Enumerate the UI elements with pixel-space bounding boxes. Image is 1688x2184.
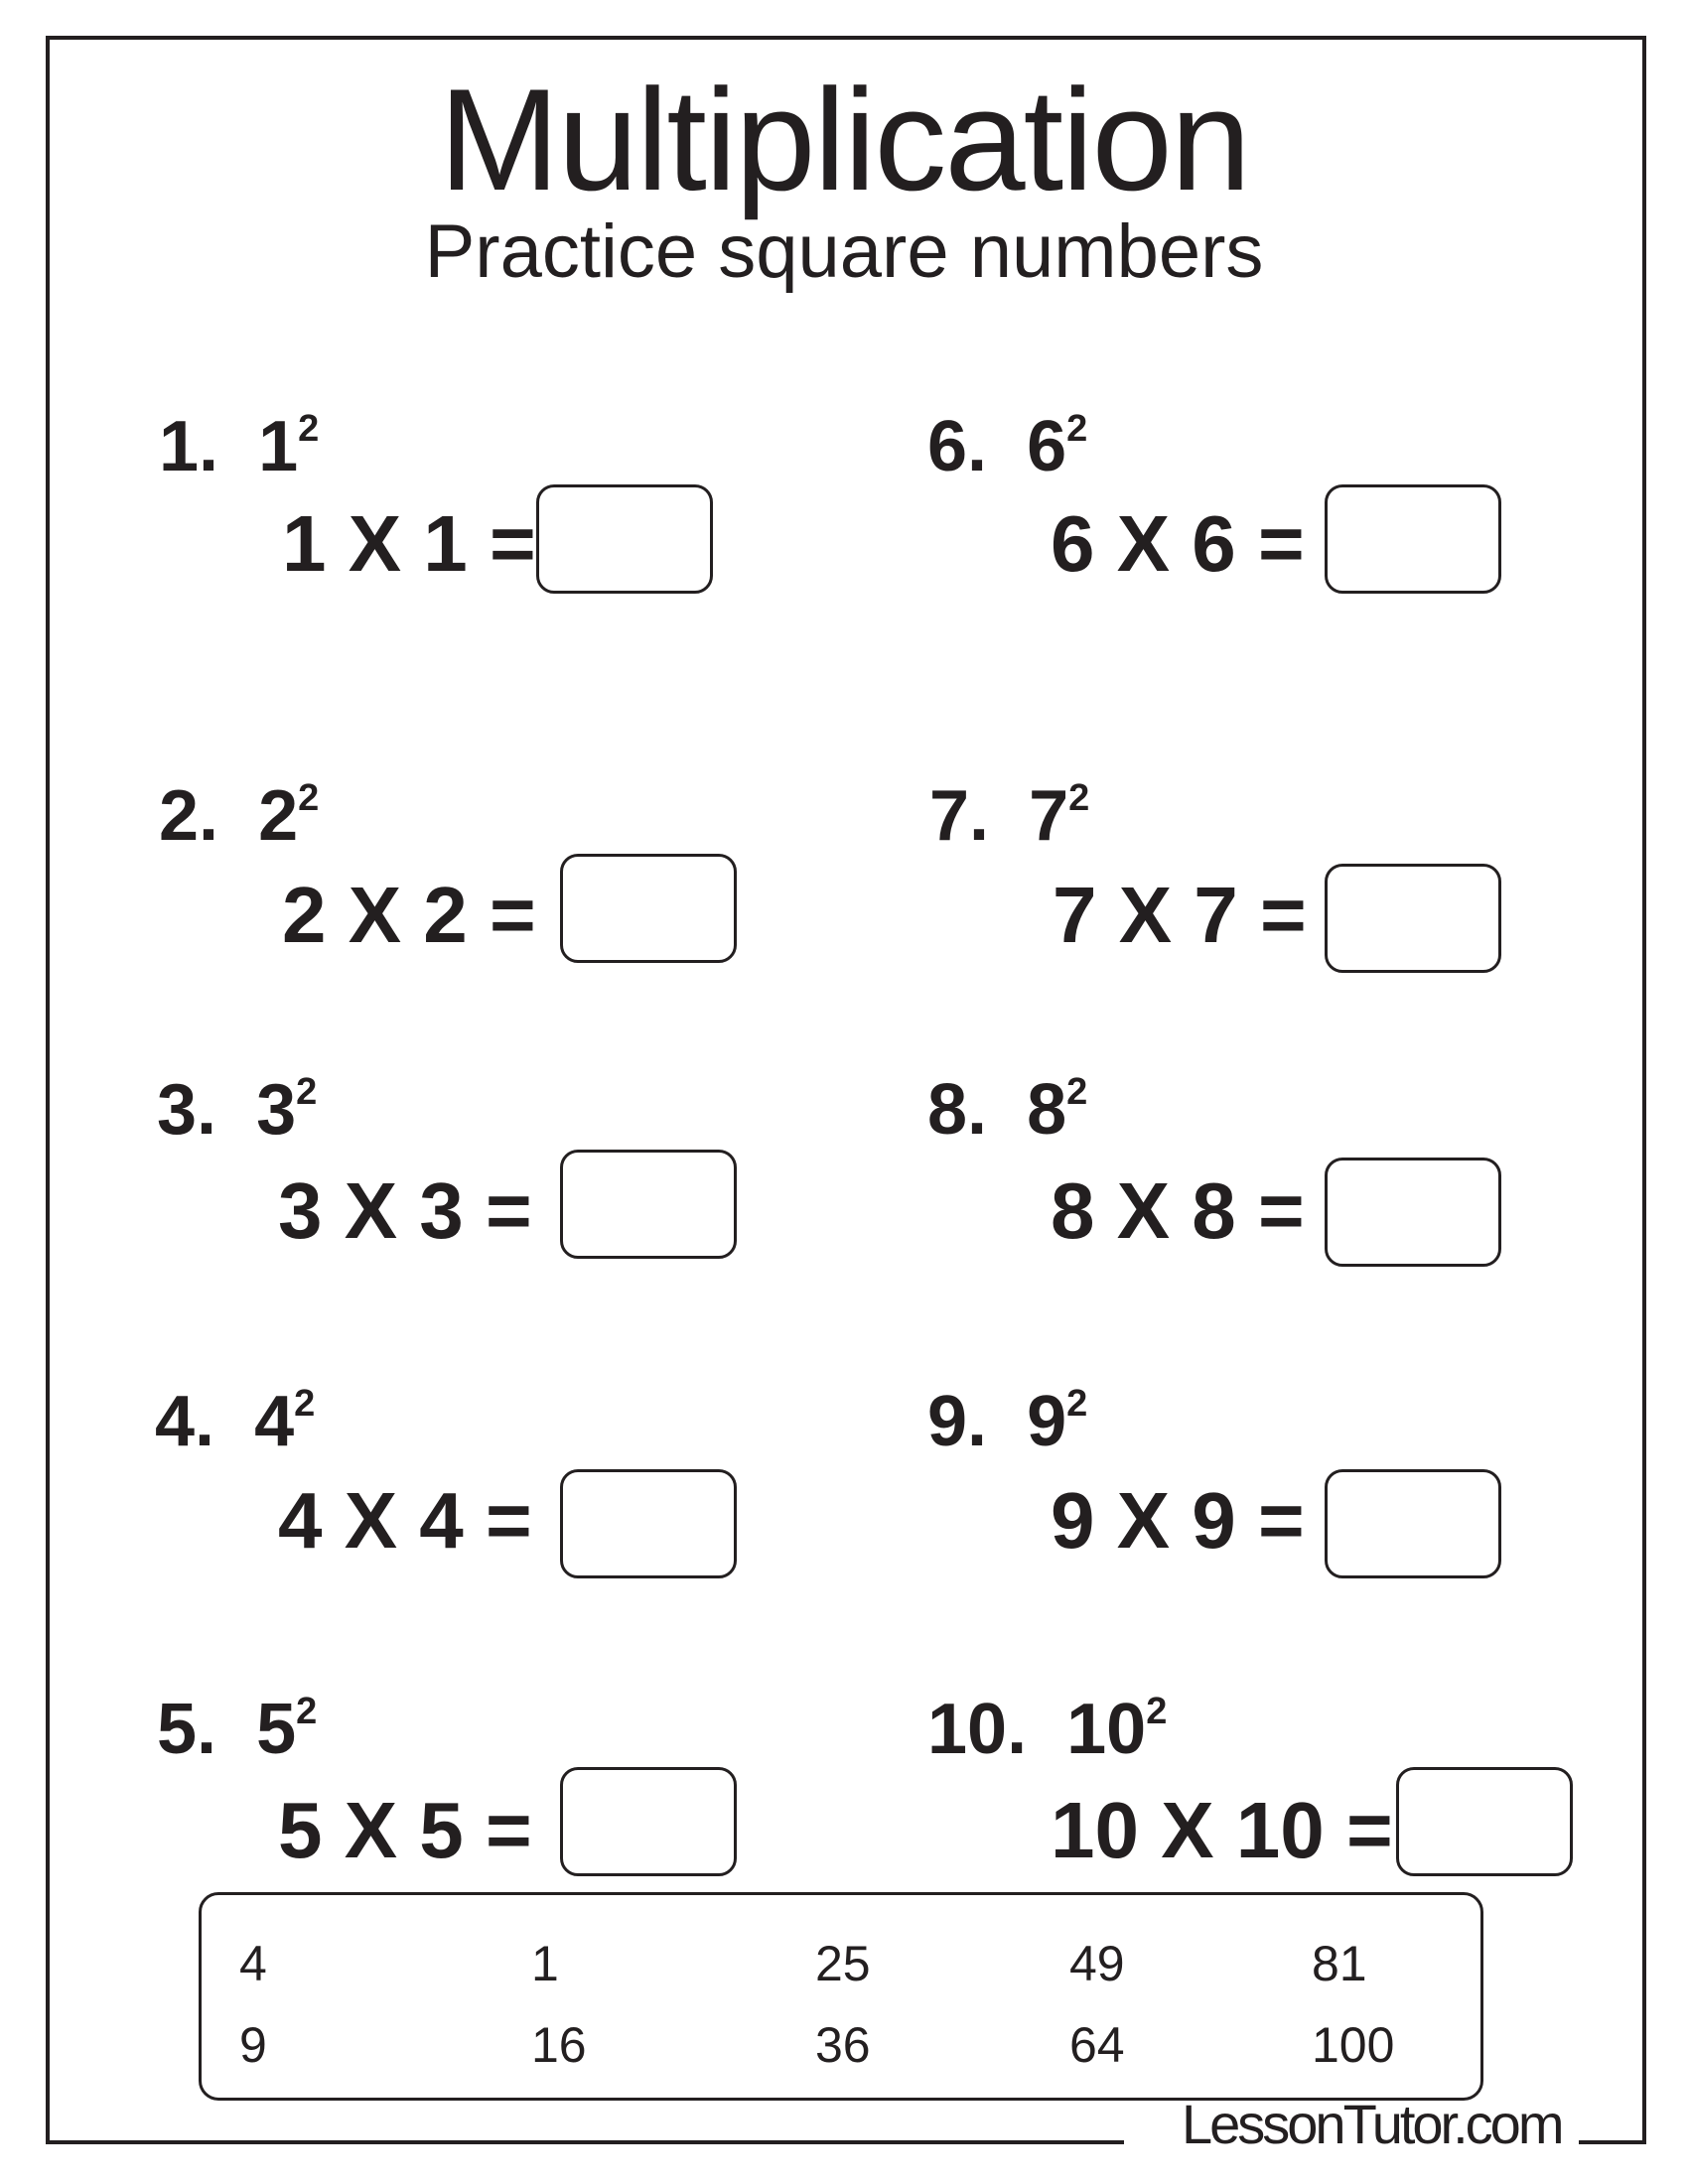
bank-number: 16 — [531, 2017, 587, 2073]
answer-box[interactable] — [1396, 1767, 1573, 1876]
bank-number: 36 — [815, 2017, 871, 2073]
problem-equation: 9 X 9 = — [1051, 1476, 1305, 1565]
answer-box[interactable] — [560, 1150, 737, 1259]
answer-box[interactable] — [536, 484, 713, 594]
answer-word-bank — [199, 1892, 1483, 2101]
problem-label: 4. $4^2$ — [155, 1382, 316, 1461]
problem-label: 1. $1^2$ — [159, 407, 320, 486]
problem-equation: 7 X 7 = — [1053, 871, 1307, 959]
problem-equation: 6 X 6 = — [1051, 499, 1305, 588]
answer-box[interactable] — [560, 1767, 737, 1876]
problem-label: 8. $8^2$ — [927, 1070, 1088, 1150]
problem-label: 5. $5^2$ — [157, 1690, 318, 1769]
problem-label: 10. $10^2$ — [927, 1690, 1168, 1769]
frame-bottom-border-right — [1579, 2140, 1646, 2144]
page-subtitle: Practice square numbers — [424, 209, 1264, 294]
problem-label: 3. $3^2$ — [157, 1070, 318, 1150]
answer-box[interactable] — [1325, 1469, 1501, 1578]
bank-number: 49 — [1069, 1936, 1125, 1991]
bank-number: 81 — [1312, 1936, 1367, 1991]
problem-equation: 2 X 2 = — [282, 871, 536, 959]
bank-number: 9 — [239, 2017, 267, 2073]
problem-equation: 4 X 4 = — [278, 1476, 532, 1565]
problem-label: 2. $2^2$ — [159, 776, 320, 856]
problem-label: 6. $6^2$ — [927, 407, 1088, 486]
answer-box[interactable] — [1325, 1158, 1501, 1267]
bank-number: 1 — [531, 1936, 559, 1991]
bank-number: 100 — [1312, 2017, 1395, 2073]
bank-number: 25 — [815, 1936, 871, 1991]
problem-label: 9. $9^2$ — [927, 1382, 1088, 1461]
answer-box[interactable] — [560, 854, 737, 963]
page-title: Multiplication — [439, 59, 1249, 220]
answer-box[interactable] — [560, 1469, 737, 1578]
problem-equation: 3 X 3 = — [278, 1166, 532, 1255]
frame-left-border — [46, 36, 50, 2144]
problem-equation: 5 X 5 = — [278, 1786, 532, 1874]
answer-box[interactable] — [1325, 484, 1501, 594]
frame-top-border — [46, 36, 1646, 40]
footer-site-credit: LessonTutor.com — [1182, 2093, 1562, 2155]
answer-box[interactable] — [1325, 864, 1501, 973]
bank-number: 64 — [1069, 2017, 1125, 2073]
problem-equation: 10 X 10 = — [1051, 1786, 1393, 1874]
frame-right-border — [1642, 36, 1646, 2144]
problem-equation: 1 X 1 = — [282, 499, 536, 588]
problem-label: 7. $7^2$ — [929, 776, 1090, 856]
problem-equation: 8 X 8 = — [1051, 1166, 1305, 1255]
bank-number: 4 — [239, 1936, 267, 1991]
frame-bottom-border-left — [46, 2140, 1124, 2144]
